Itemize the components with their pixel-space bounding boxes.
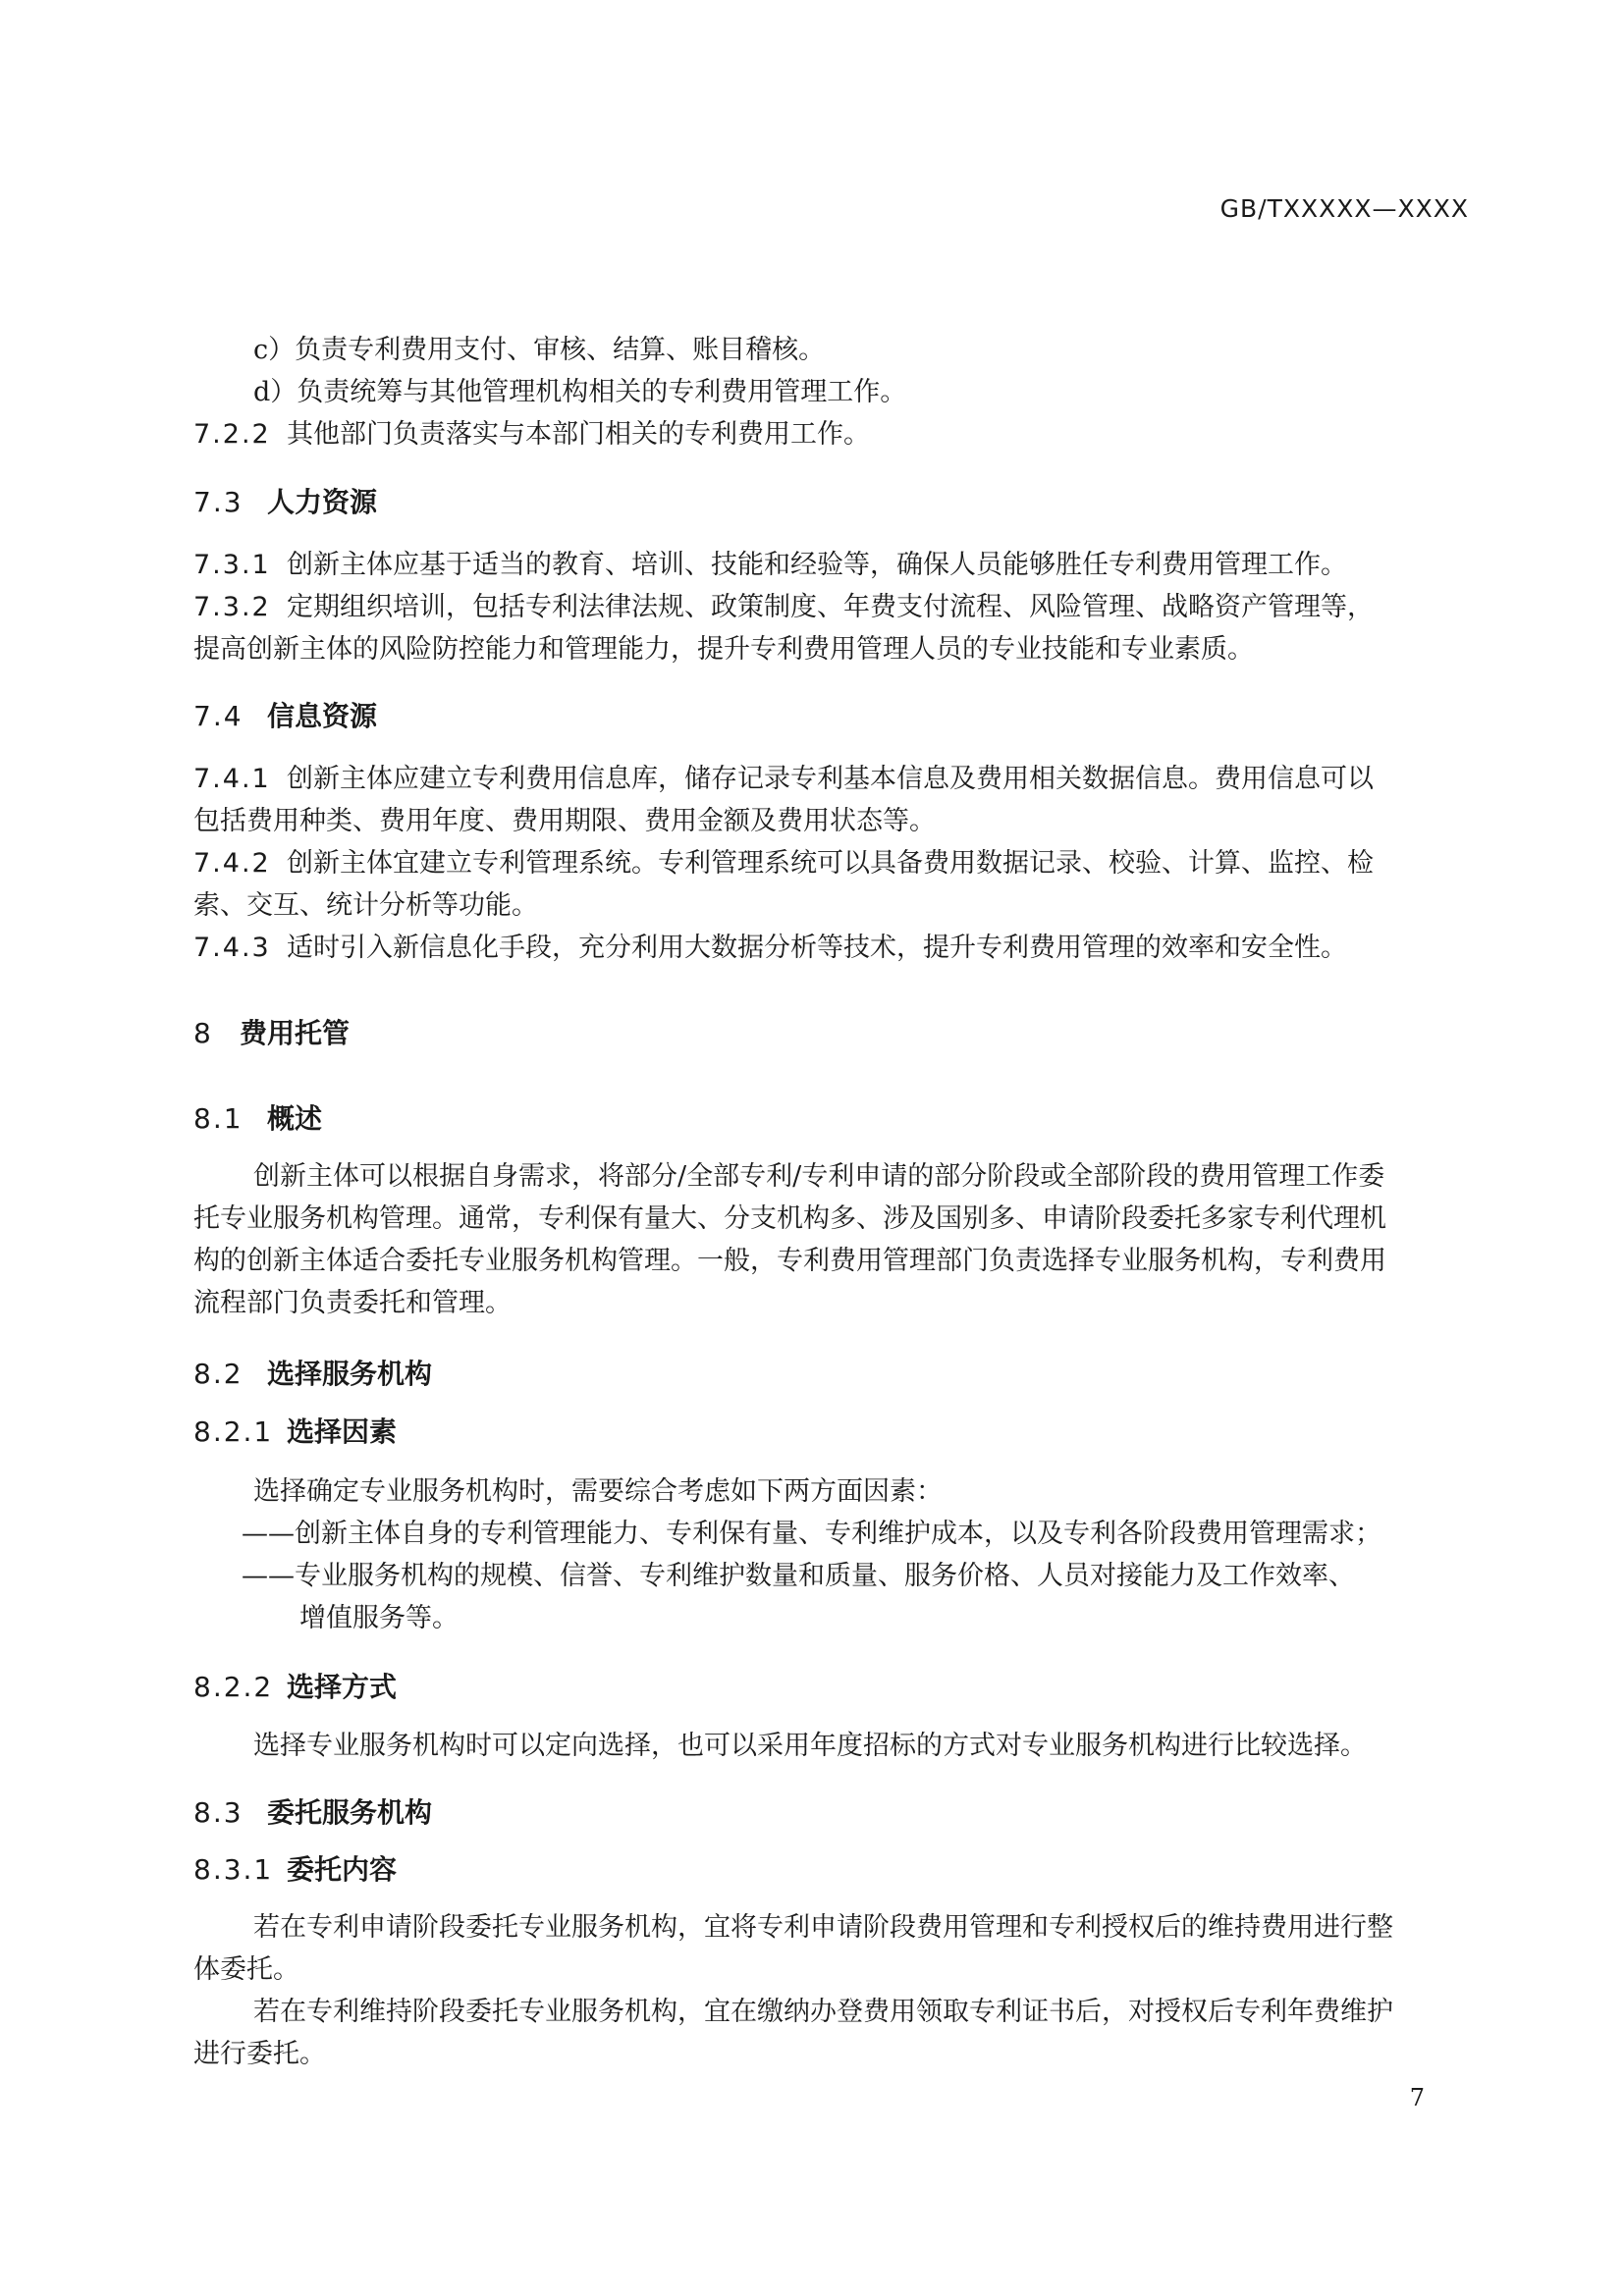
heading-number: 7.4 (193, 700, 244, 732)
clause-7-4-2 (193, 847, 1374, 881)
clause-7-4-2-continued: 索、交互、统计分析等功能。 (193, 890, 538, 921)
clause-text: 定期组织培训，包括专利法律法规、政策制度、年费支付流程、风险管理、战略资产管理等， (287, 592, 1374, 622)
heading-title: 费用托管 (240, 1017, 351, 1049)
heading-number: 8.2 (193, 1358, 244, 1390)
heading-title: 选择因素 (287, 1415, 398, 1448)
clause-text: 创新主体应基于适当的教育、培训、技能和经验等，确保人员能够胜任专利费用管理工作。 (287, 550, 1347, 580)
bullet-item-2-continued: 增值服务等。 (299, 1603, 459, 1633)
paragraph-8-1-line-2: 托专业服务机构管理。通常，专利保有量大、分支机构多、涉及国别多、申请阶段委托多家专利代理机 (193, 1203, 1386, 1234)
heading-title: 概述 (267, 1102, 323, 1135)
heading-number: 8.3.1 (193, 1853, 274, 1886)
heading-number: 8.3 (193, 1796, 244, 1829)
page-number: 7 (1409, 2084, 1425, 2111)
clause-number: 7.4.2 (193, 848, 271, 879)
paragraph-8-2-2: 选择专业服务机构时可以定向选择，也可以采用年度招标的方式对专业服务机构进行比较选择。 (253, 1731, 1367, 1761)
clause-text: 创新主体应建立专利费用信息库，储存记录专利基本信息及费用相关数据信息。费用信息可以 (287, 764, 1374, 794)
paragraph-8-1-line-4: 流程部门负责委托和管理。 (193, 1288, 512, 1318)
bullet-item-2: ——专业服务机构的规模、信誉、专利维护数量和质量、服务价格、人员对接能力及工作效率、 (242, 1561, 1355, 1591)
heading-8-3 (193, 1796, 432, 1830)
paragraph-8-1-line-1: 创新主体可以根据自身需求，将部分/全部专利/专利申请的部分阶段或全部阶段的费用管理工作委 (253, 1161, 1385, 1192)
bullet-item-1: ——创新主体自身的专利管理能力、专利保有量、专利维护成本，以及专利各阶段费用管理需求； (242, 1519, 1381, 1549)
heading-title: 选择服务机构 (267, 1358, 433, 1390)
clause-7-4-1 (193, 763, 1374, 796)
heading-number: 8.2.2 (193, 1671, 274, 1703)
heading-title: 委托服务机构 (267, 1796, 433, 1829)
paragraph-8-3-1-line-2: 体委托。 (193, 1954, 299, 1985)
heading-number: 8.2.1 (193, 1415, 274, 1448)
heading-title: 信息资源 (267, 700, 378, 732)
clause-7-3-2-continued: 提高创新主体的风险防控能力和管理能力，提升专利费用管理人员的专业技能和专业素质。 (193, 634, 1254, 665)
heading-8-1 (193, 1102, 322, 1136)
clause-7-2-2 (193, 418, 870, 452)
paragraph-8-2-1-intro: 选择确定专业服务机构时，需要综合考虑如下两方面因素： (253, 1476, 943, 1507)
clause-number: 7.4.1 (193, 764, 271, 794)
heading-8-2 (193, 1358, 432, 1391)
heading-8 (193, 1017, 350, 1050)
clause-number: 7.3.1 (193, 550, 271, 580)
clause-number: 7.2.2 (193, 419, 271, 450)
heading-8-2-2 (193, 1671, 397, 1704)
clause-7-3-2 (193, 591, 1374, 624)
clause-7-4-1-continued: 包括费用种类、费用年度、费用期限、费用金额及费用状态等。 (193, 806, 936, 836)
clause-text: 创新主体宜建立专利管理系统。专利管理系统可以具备费用数据记录、校验、计算、监控、检 (287, 848, 1374, 879)
paragraph-8-3-1-line-3: 若在专利维持阶段委托专业服务机构，宜在缴纳办登费用领取专利证书后，对授权后专利年费维护 (253, 1997, 1393, 2027)
heading-7-4 (193, 700, 377, 733)
list-item-c: c）负责专利费用支付、审核、结算、账目稽核。 (253, 335, 826, 365)
clause-7-4-3 (193, 932, 1347, 965)
clause-number: 7.3.2 (193, 592, 271, 622)
heading-number: 7.3 (193, 486, 244, 518)
heading-8-3-1 (193, 1853, 397, 1887)
heading-title: 人力资源 (267, 486, 378, 518)
clause-number: 7.4.3 (193, 933, 271, 963)
paragraph-8-3-1-line-1: 若在专利申请阶段委托专业服务机构，宜将专利申请阶段费用管理和专利授权后的维持费用进行整 (253, 1912, 1393, 1943)
heading-number: 8.1 (193, 1102, 244, 1135)
paragraph-8-3-1-line-4: 进行委托。 (193, 2039, 326, 2069)
paragraph-8-1-line-3: 构的创新主体适合委托专业服务机构管理。一般，专利费用管理部门负责选择专业服务机构，专利费用 (193, 1246, 1386, 1276)
heading-title: 委托内容 (287, 1853, 398, 1886)
clause-7-3-1 (193, 549, 1347, 582)
standard-code: GB/TXXXXX—XXXX (1219, 194, 1469, 223)
heading-title: 选择方式 (287, 1671, 398, 1703)
clause-text: 适时引入新信息化手段，充分利用大数据分析等技术，提升专利费用管理的效率和安全性。 (287, 933, 1347, 963)
heading-7-3 (193, 486, 377, 519)
heading-8-2-1 (193, 1415, 397, 1449)
clause-text: 其他部门负责落实与本部门相关的专利费用工作。 (287, 419, 870, 450)
list-item-d: d）负责统筹与其他管理机构相关的专利费用管理工作。 (253, 377, 907, 407)
heading-number: 8 (193, 1017, 211, 1049)
